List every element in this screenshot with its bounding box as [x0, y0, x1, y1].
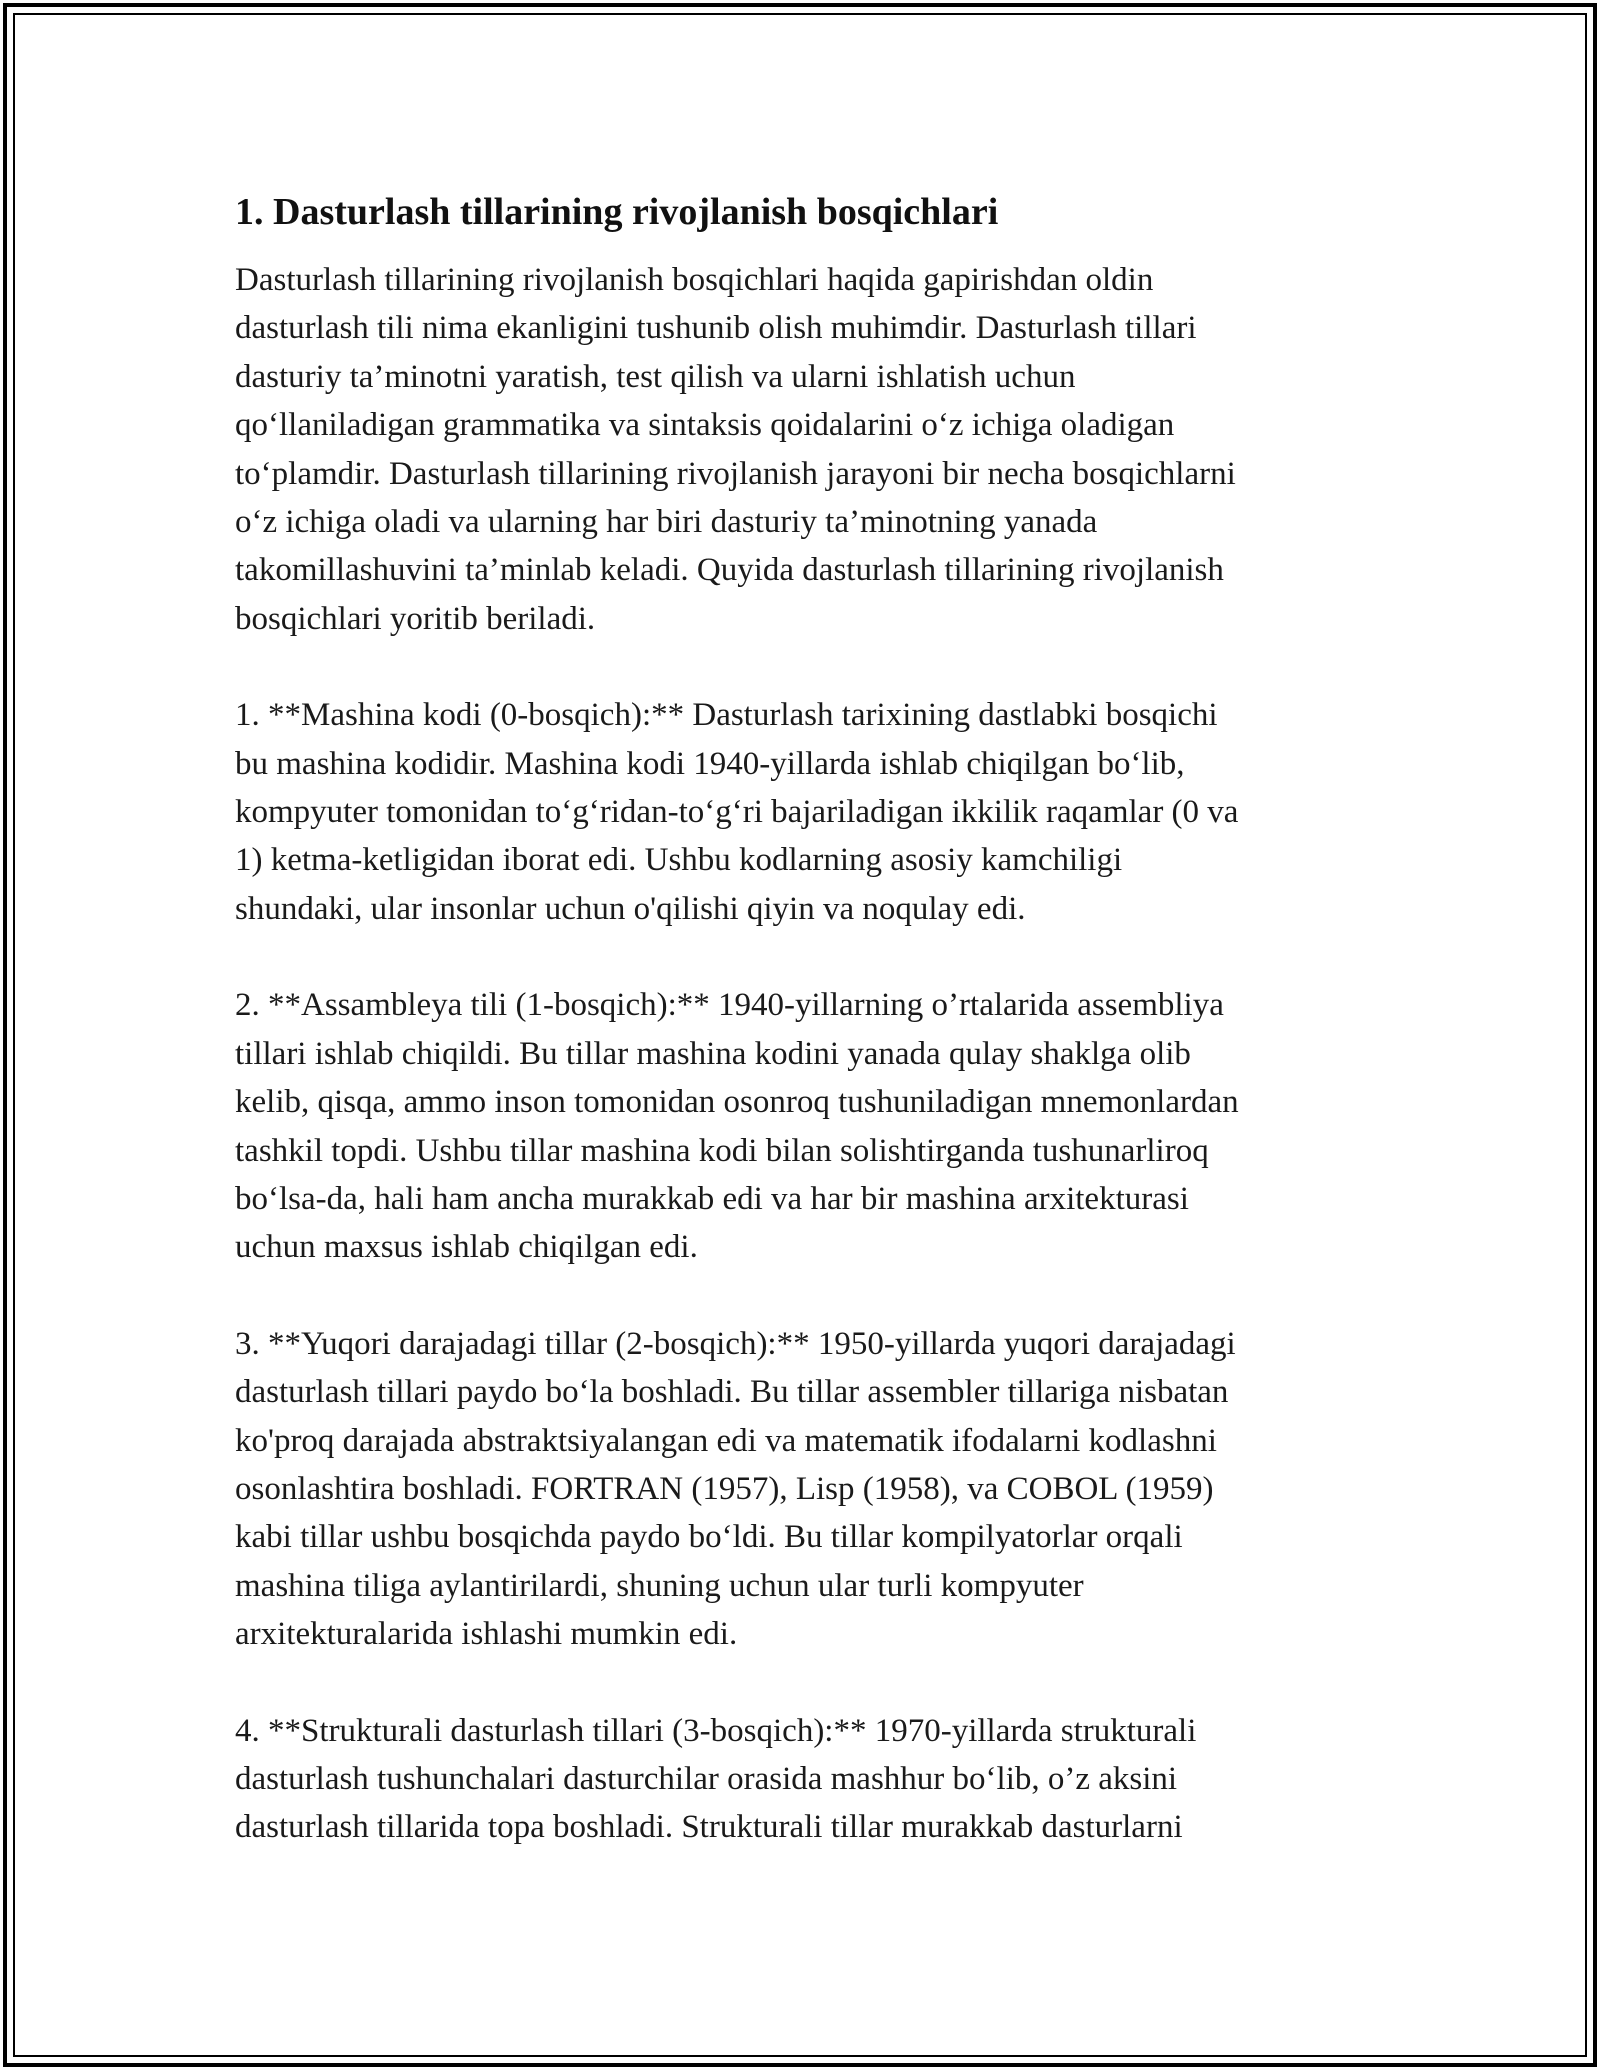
stage-2-paragraph: 3. **Yuqori darajadagi tillar (2-bosqich):** 1950-yillarda yuqori darajadagi dasturlash tillari paydo bo‘la boshladi. Bu tillar assembler tillariga nisbatan ko'proq darajada abstraktsiyalangan edi va matematik ifodalarni kodlashni osonlashtira boshladi. FORTRAN (1957), Lisp (1958), va COBOL (1959) kabi tillar ushbu bosqichda paydo bo‘ldi. Bu tillar kompilyatorlar orqali mashina tiliga aylantirilardi, shuning uchun ular turli kompyuter arxitekturalarida ishlashi mumkin edi.	[235, 1325, 1236, 1653]
document-body	[235, 186, 1365, 1900]
stage-0-paragraph: 1. **Mashina kodi (0-bosqich):** Dasturlash tarixining dastlabki bosqichi bu mashina kodidir. Mashina kodi 1940-yillarda ishlab chiqilgan bo‘lib, kompyuter tomonidan to‘g‘ridan-to‘g‘ri bajariladigan ikkilik raqamlar (0 va 1) ketma-ketligidan iborat edi. Ushbu kodlarning asosiy kamchiligi shundaki, ular insonlar uchun o'qilishi qiyin va noqulay edi.	[235, 697, 1239, 927]
document-heading: 1. Dasturlash tillarining rivojlanish bosqichlari	[235, 191, 999, 233]
intro-paragraph: Dasturlash tillarining rivojlanish bosqichlari haqida gapirishdan oldin dasturlash tili nima ekanligini tushunib olish muhimdir. Dasturlash tillari dasturiy ta’minotni yaratish, test qilish va ularni ishlatish uchun qo‘llaniladigan grammatika va sintaksis qoidalarini o‘z ichiga oladigan to‘plamdir. Dasturlash tillarining rivojlanish jarayoni bir necha bosqichlarni o‘z ichiga oladi va ularning har biri dasturiy ta’minotning yanada takomillashuvini ta’minlab keladi. Quyida dasturlash tillarining rivojlanish bosqichlari yoritib beriladi.	[235, 262, 1236, 637]
stage-1-paragraph: 2. **Assambleya tili (1-bosqich):** 1940-yillarning o’rtalarida assembliya tillari ishlab chiqildi. Bu tillar mashina kodini yanada qulay shaklga olib kelib, qisqa, ammo inson tomonidan osonroq tushuniladigan mnemonlardan tashkil topdi. Ushbu tillar mashina kodi bilan solishtirganda tushunarliroq bo‘lsa-da, hali ham ancha murakkab edi va har bir mashina arxitekturasi uchun maxsus ishlab chiqilgan edi.	[235, 987, 1239, 1266]
stage-3-paragraph: 4. **Strukturali dasturlash tillari (3-bosqich):** 1970-yillarda strukturali dasturlash tushunchalari dasturchilar orasida mashhur bo‘lib, o’z aksini dasturlash tillarida topa boshladi. Strukturali tillar murakkab dasturlarni	[235, 1712, 1197, 1846]
